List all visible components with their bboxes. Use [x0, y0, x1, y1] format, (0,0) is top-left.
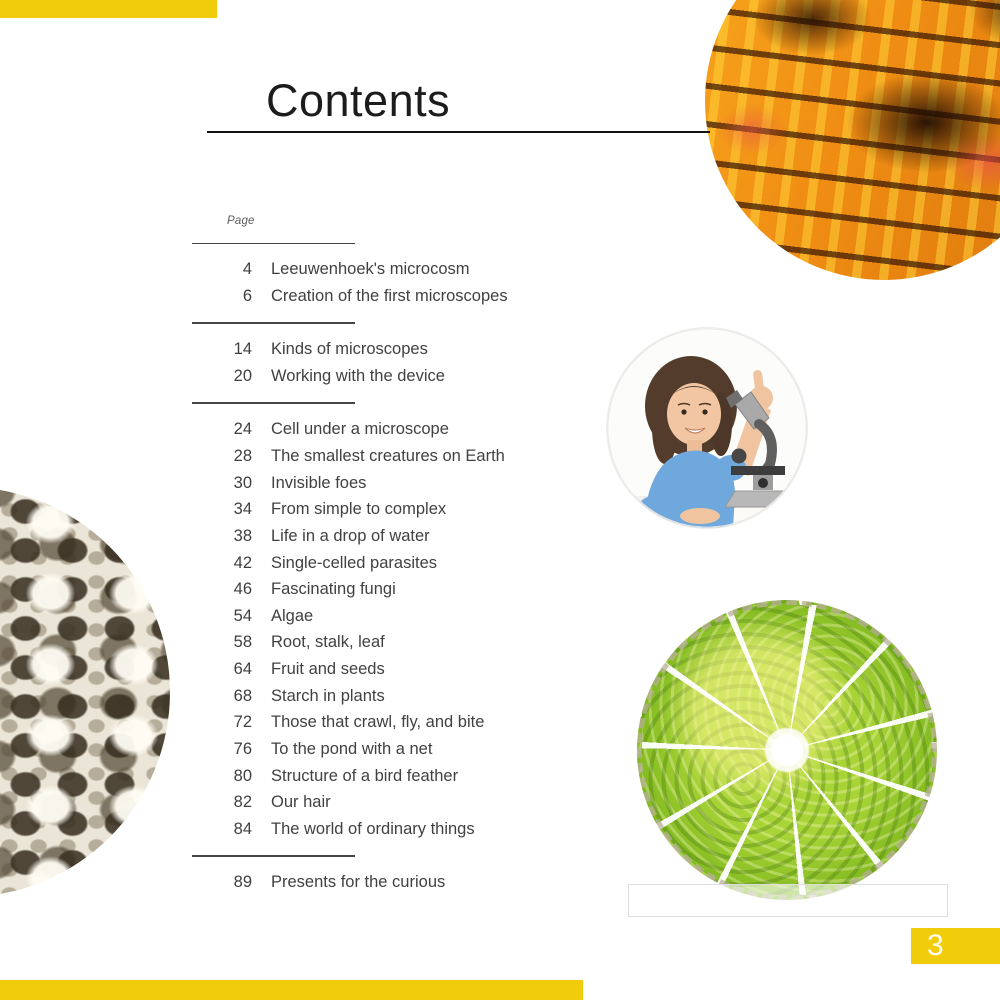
toc-entry	[192, 470, 612, 497]
toc-entry-page-number: 6	[242, 287, 252, 306]
toc-entry-page-number: 4	[242, 260, 252, 279]
toc-entry-title: Algae	[271, 606, 314, 625]
toc-entry-page-number: 89	[233, 873, 252, 892]
toc-entry-title: The smallest creatures on Earth	[271, 446, 505, 465]
toc-entry-title: Structure of a bird feather	[271, 766, 459, 785]
toc-entry	[192, 523, 612, 550]
toc-entry	[192, 603, 612, 630]
toc-entry	[192, 683, 612, 710]
toc-entry-page-number: 24	[233, 420, 252, 439]
toc-entry-title: Starch in plants	[271, 686, 385, 705]
toc-entry	[192, 416, 612, 443]
toc-entry	[192, 710, 612, 737]
toc-entry-title: Working with the device	[271, 367, 445, 386]
toc-entry-title: Fruit and seeds	[271, 660, 385, 679]
toc-entry-page-number: 20	[233, 367, 252, 386]
toc-section-divider-line	[192, 243, 355, 245]
toc-entry-page-number: 64	[233, 660, 252, 679]
toc-entry-page-number: 14	[233, 340, 252, 359]
toc-entry-page-number: 58	[233, 633, 252, 652]
toc-entry	[192, 496, 612, 523]
toc-entry-title: Our hair	[271, 793, 331, 812]
eye	[702, 409, 707, 414]
toc-entry	[192, 443, 612, 470]
toc-entry-title: To the pond with a net	[271, 739, 433, 758]
toc-entry-page-number: 42	[233, 553, 252, 572]
toc-entry-title: Kinds of microscopes	[271, 340, 428, 359]
toc-section-divider	[192, 310, 612, 337]
toc-entry	[192, 283, 612, 310]
toc-entry-page-number: 30	[233, 473, 252, 492]
page-column-label: Page	[227, 215, 255, 227]
toc-entry-title: Root, stalk, leaf	[271, 633, 385, 652]
toc-entry	[192, 257, 612, 284]
toc-entry	[192, 550, 612, 577]
toc-entry-title: Single-celled parasites	[271, 553, 438, 572]
stage	[731, 466, 785, 475]
girl-with-microscope-illustration	[607, 328, 807, 528]
toc-entry-page-number: 38	[233, 526, 252, 545]
page-title: Contents	[266, 75, 451, 126]
focus-knob	[732, 449, 747, 464]
toc-entry	[192, 630, 612, 657]
algae-caption-box	[628, 884, 948, 917]
toc-entry	[192, 656, 612, 683]
toc-entry-title: Cell under a microscope	[271, 420, 449, 439]
toc-entry-title: Leeuwenhoek's microcosm	[271, 260, 470, 279]
page-number-box	[911, 928, 1000, 964]
toc-entry	[192, 816, 612, 843]
toc-entry-title: Fascinating fungi	[271, 580, 396, 599]
title-rule	[207, 131, 710, 133]
toc-section-divider-line	[192, 855, 355, 857]
toc-entry	[192, 869, 612, 896]
toc-entry-page-number: 34	[233, 500, 252, 519]
toc-section-divider	[192, 230, 612, 257]
toc-section-divider	[192, 390, 612, 417]
toc-entry-page-number: 76	[233, 739, 252, 758]
toc-entry	[192, 576, 612, 603]
toc-entry-page-number: 54	[233, 606, 252, 625]
bottom-accent-bar	[0, 980, 583, 1000]
toc-entry-page-number: 28	[233, 446, 252, 465]
toc-entry	[192, 736, 612, 763]
toc-section-divider	[192, 843, 612, 870]
toc-entry-page-number: 46	[233, 580, 252, 599]
toc-section-divider-line	[192, 322, 355, 324]
toc-section-divider-line	[192, 402, 355, 404]
girl-with-microscope-image	[607, 328, 807, 528]
page-number: 3	[927, 929, 944, 962]
fibrous-tissue-image	[0, 487, 170, 897]
microscope-base	[725, 491, 793, 507]
hand-on-table	[680, 508, 720, 524]
butterfly-wing-scales-image	[705, 0, 1000, 280]
toc-entry	[192, 763, 612, 790]
toc-entry-title: Those that crawl, fly, and bite	[271, 713, 485, 732]
toc-list	[192, 230, 612, 896]
toc-entry-page-number: 68	[233, 686, 252, 705]
toc-entry-title: Presents for the curious	[271, 873, 446, 892]
toc-entry-title: Invisible foes	[271, 473, 367, 492]
light-source	[758, 478, 768, 488]
toc-entry	[192, 337, 612, 364]
toc-entry	[192, 363, 612, 390]
toc-entry-page-number: 80	[233, 766, 252, 785]
toc-entry	[192, 789, 612, 816]
top-accent-bar	[0, 0, 217, 18]
eye	[681, 409, 686, 414]
toc-entry-title: The world of ordinary things	[271, 819, 475, 838]
green-alga-image	[637, 600, 937, 900]
toc-entry-title: From simple to complex	[271, 500, 447, 519]
toc-entry-title: Creation of the first microscopes	[271, 287, 508, 306]
toc-entry-page-number: 72	[233, 713, 252, 732]
toc-entry-page-number: 82	[233, 793, 252, 812]
toc-entry-title: Life in a drop of water	[271, 526, 430, 545]
toc-entry-page-number: 84	[233, 819, 252, 838]
